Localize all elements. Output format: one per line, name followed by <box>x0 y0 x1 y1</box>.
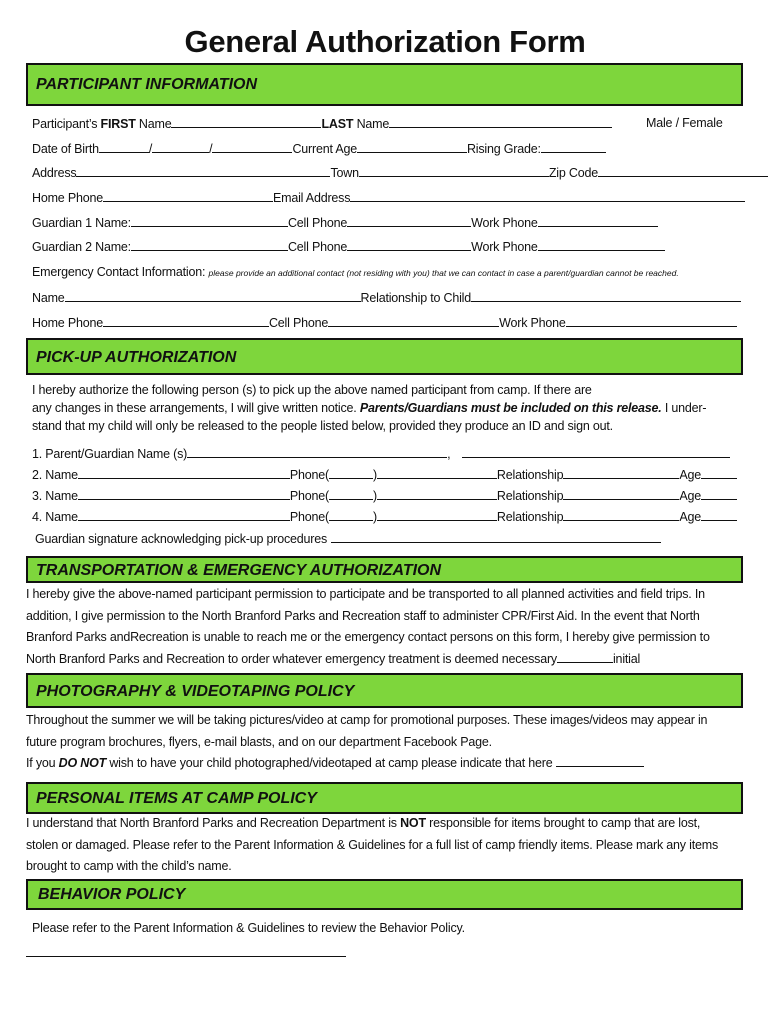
label: initial <box>612 651 641 666</box>
text: I under- <box>661 401 707 415</box>
emergency-contact-row <box>32 265 679 279</box>
label: Age <box>679 468 701 482</box>
text-line: future program brochures, flyers, e-mail blasts, and on our department Facebook Page. <box>26 734 492 749</box>
emphasis: DO NOT <box>58 756 107 770</box>
label: Relationship <box>496 489 564 503</box>
label: Zip Code <box>548 166 598 180</box>
text: If you <box>26 756 59 770</box>
guardian2-cell-field[interactable] <box>347 239 471 251</box>
pickup-name-field[interactable] <box>78 467 290 479</box>
label: Current Age <box>292 142 357 156</box>
label: / <box>148 142 153 156</box>
dob-day-field[interactable] <box>152 141 209 153</box>
page-title: General Authorization Form <box>184 24 586 59</box>
text: any changes in these arrangements, I will give written notice. <box>32 401 360 415</box>
text-line <box>26 813 718 835</box>
label: Date of Birth <box>32 142 99 156</box>
label: Age <box>679 489 701 503</box>
label: ) <box>372 468 377 482</box>
label: Phone( <box>289 468 329 482</box>
label: FIRST <box>100 117 136 131</box>
label: Town <box>330 166 359 180</box>
gender-option[interactable]: Male / Female <box>646 116 723 130</box>
text-line <box>26 649 710 671</box>
emphasis: NOT <box>400 816 426 830</box>
behavior-signature-field[interactable] <box>26 945 346 957</box>
behavior-text: Please refer to the Parent Information & Guidelines to review the Behavior Policy. <box>32 921 465 935</box>
label: Guardian 2 Name: <box>32 240 131 254</box>
photo-opt-out-field[interactable] <box>556 755 644 767</box>
emphasis: Parents/Guardians must be included on this release. <box>359 401 662 415</box>
section-title: PERSONAL ITEMS AT CAMP POLICY <box>36 790 317 807</box>
photo-paragraph <box>26 710 707 775</box>
text: North Branford Parks and Recreation to order whatever emergency treatment is deemed necessary <box>26 651 557 666</box>
address-row <box>32 165 768 180</box>
pickup-item-4 <box>32 509 737 524</box>
guardian2-name-field[interactable] <box>131 239 288 251</box>
label: Rising Grade: <box>466 142 541 156</box>
text: responsible for items brought to camp that are lost, <box>425 816 701 830</box>
section-header-participant <box>26 63 743 106</box>
guardian1-work-field[interactable] <box>538 215 658 227</box>
text-line <box>32 399 706 417</box>
section-header-behavior <box>26 879 743 910</box>
last-name-field[interactable] <box>389 116 612 128</box>
parent-name-field-b[interactable] <box>462 446 730 458</box>
guardian-signature-field[interactable] <box>331 531 661 543</box>
section-title: TRANSPORTATION & EMERGENCY AUTHORIZATION <box>36 562 442 579</box>
pickup-age-field[interactable] <box>701 467 737 479</box>
dob-month-field[interactable] <box>99 141 149 153</box>
label: / <box>209 142 213 156</box>
pickup-name-field[interactable] <box>78 488 290 500</box>
text-line: addition, I give permission to the North Branford Parks and Recreation staff to administer CPR/First Aid. In the event that North <box>26 608 700 623</box>
pickup-area-code-field[interactable] <box>329 467 373 479</box>
home-phone-field[interactable] <box>103 190 273 202</box>
emergency-home-phone-field[interactable] <box>103 315 269 327</box>
pickup-item-1 <box>32 446 730 461</box>
text-line <box>26 753 707 775</box>
parent-name-field-a[interactable] <box>187 446 447 458</box>
pickup-phone-field[interactable] <box>377 509 497 521</box>
label: Email Address <box>272 191 351 205</box>
label: Home Phone <box>32 316 103 330</box>
section-header-items <box>26 782 743 814</box>
label: 3. Name <box>32 489 78 503</box>
pickup-name-field[interactable] <box>78 509 290 521</box>
guardian1-name-field[interactable] <box>131 215 288 227</box>
section-header-transport <box>26 556 743 583</box>
participant-name-row <box>32 116 612 131</box>
text-line: Throughout the summer we will be taking pictures/video at camp for promotional purposes. These images/videos may appear in <box>26 713 708 727</box>
first-name-field[interactable] <box>171 116 321 128</box>
home-phone-row <box>32 190 745 205</box>
emergency-name-field[interactable] <box>65 290 361 302</box>
text-line: stand that my child will only be released to the people listed below, provided they produce an ID and sign out. <box>32 419 613 433</box>
guardian2-row <box>32 239 665 254</box>
zip-field[interactable] <box>598 165 768 177</box>
text-line: Branford Parks andRecreation is unable to reach me or the emergency contact persons on this form, I hereby give permission to <box>26 630 710 644</box>
section-title: PICK-UP AUTHORIZATION <box>36 349 237 366</box>
label: Cell Phone <box>268 316 329 330</box>
label: Guardian signature acknowledging pick-up procedures <box>35 532 328 546</box>
emergency-phone-row <box>32 315 737 330</box>
pickup-age-field[interactable] <box>701 509 737 521</box>
label: Relationship to Child <box>360 291 471 305</box>
label: ) <box>372 489 377 503</box>
emergency-work-field[interactable] <box>566 315 737 327</box>
pickup-relationship-field[interactable] <box>563 467 679 479</box>
dob-year-field[interactable] <box>212 141 292 153</box>
pickup-item-3 <box>32 488 737 503</box>
label: Name <box>135 117 172 131</box>
label: Phone( <box>289 510 329 524</box>
section-title: PARTICIPANT INFORMATION <box>36 76 258 93</box>
text: I understand that North Branford Parks and Recreation Department is <box>26 816 401 830</box>
current-age-field[interactable] <box>357 141 467 153</box>
text-line: I hereby authorize the following person (s) to pick up the above named participant from camp. If there are <box>32 383 592 397</box>
emergency-note: please provide an additional contact (not residing with you) that we can contact in case a parent/guardian cannot be reached. <box>208 268 679 278</box>
label: Name <box>32 291 65 305</box>
pickup-area-code-field[interactable] <box>329 509 373 521</box>
label: Work Phone <box>471 240 538 254</box>
section-title: BEHAVIOR POLICY <box>38 886 186 903</box>
email-field[interactable] <box>350 190 745 202</box>
label: Work Phone <box>471 216 538 230</box>
label: Relationship <box>496 468 564 482</box>
text-line: I hereby give the above-named participant permission to participate and be transported to all planned activities and field trips. In <box>26 587 705 601</box>
label: 1. Parent/Guardian Name (s) <box>32 447 188 461</box>
guardian-signature-row <box>35 531 661 546</box>
dob-row <box>32 141 606 156</box>
pickup-relationship-field[interactable] <box>563 509 679 521</box>
label: Participant’s <box>32 117 101 131</box>
guardian1-cell-field[interactable] <box>347 215 471 227</box>
label: Emergency Contact Information: <box>32 265 209 279</box>
text-line: stolen or damaged. Please refer to the Parent Information & Guidelines for a full list of camp friendly items. Please mark any items <box>26 837 718 852</box>
label: Work Phone <box>499 316 566 330</box>
pickup-age-field[interactable] <box>701 488 737 500</box>
label: ) <box>372 510 377 524</box>
pickup-item-2 <box>32 467 737 482</box>
label: Cell Phone <box>287 216 348 230</box>
label: Name <box>353 117 390 131</box>
address-field[interactable] <box>76 165 330 177</box>
section-header-pickup <box>26 338 743 375</box>
guardian1-row <box>32 215 658 230</box>
pickup-phone-field[interactable] <box>377 488 497 500</box>
section-header-photo <box>26 673 743 708</box>
items-paragraph <box>26 813 718 878</box>
pickup-phone-field[interactable] <box>377 467 497 479</box>
transport-paragraph <box>26 584 710 670</box>
pickup-paragraph <box>32 381 706 435</box>
pickup-area-code-field[interactable] <box>329 488 373 500</box>
text-line: brought to camp with the child’s name. <box>26 859 232 873</box>
label: Home Phone <box>32 191 103 205</box>
label: , <box>447 447 451 461</box>
emergency-relationship-field[interactable] <box>471 290 741 302</box>
label: 2. Name <box>32 468 78 482</box>
town-field[interactable] <box>359 165 549 177</box>
label: Cell Phone <box>287 240 348 254</box>
section-title: PHOTOGRAPHY & VIDEOTAPING POLICY <box>36 683 355 700</box>
initial-field[interactable] <box>557 651 613 663</box>
label: Address <box>32 166 77 180</box>
label: 4. Name <box>32 510 78 524</box>
text: wish to have your child photographed/videotaped at camp please indicate that here <box>106 756 553 770</box>
label: LAST <box>321 117 354 131</box>
rising-grade-field[interactable] <box>541 141 606 153</box>
label: Relationship <box>496 510 564 524</box>
pickup-relationship-field[interactable] <box>563 488 679 500</box>
label: Age <box>679 510 701 524</box>
label: Guardian 1 Name: <box>32 216 131 230</box>
guardian2-work-field[interactable] <box>538 239 665 251</box>
emergency-cell-field[interactable] <box>328 315 499 327</box>
emergency-name-row <box>32 290 741 305</box>
label: Phone( <box>289 489 329 503</box>
